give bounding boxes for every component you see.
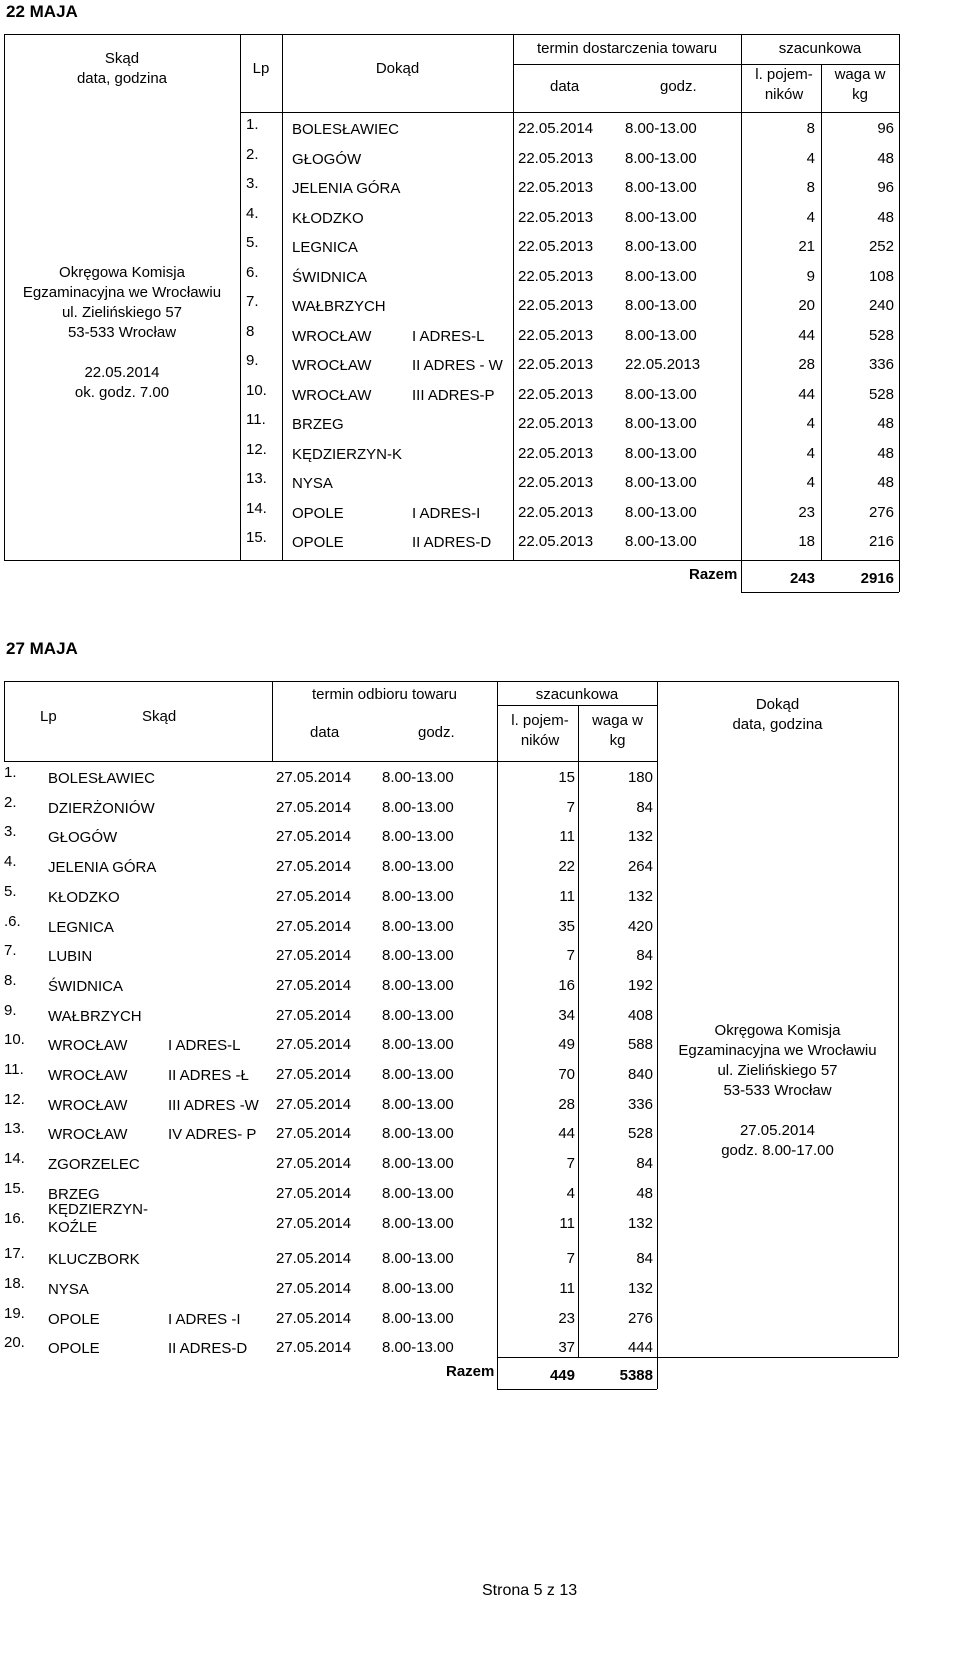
row-source: BOLESŁAWIEC xyxy=(48,770,155,787)
row-lp: 4. xyxy=(4,853,17,871)
row-lp: 12. xyxy=(4,1090,25,1108)
row-count: 15 xyxy=(558,769,575,786)
total-count: 243 xyxy=(789,570,815,587)
row-weight: 444 xyxy=(627,1339,653,1357)
row-source: LEGNICA xyxy=(48,918,114,936)
row-date: 22.05.2013 xyxy=(518,208,594,226)
row-destination: GŁOGÓW xyxy=(292,150,362,168)
row-lp: 2. xyxy=(246,145,259,163)
row-source: GŁOGÓW xyxy=(48,829,118,847)
header-to-date: data, godzina xyxy=(732,716,823,733)
row-weight: 420 xyxy=(627,917,653,935)
header-approx: szacunkowa xyxy=(535,686,619,703)
header-to: Dokąd xyxy=(375,60,420,77)
row-date: 27.05.2014 xyxy=(276,1036,352,1054)
row-count: 11 xyxy=(559,1214,575,1232)
row-lp: 18. xyxy=(4,1274,25,1292)
row-time: 8.00-13.00 xyxy=(625,208,697,226)
row-count: 11 xyxy=(559,828,575,846)
row-time: 8.00-13.00 xyxy=(625,297,697,314)
row-destination: OPOLE xyxy=(292,534,344,551)
row-weight: 276 xyxy=(627,1309,653,1327)
header-count-2: ników xyxy=(520,732,560,749)
row-weight: 216 xyxy=(868,533,894,550)
row-weight: 96 xyxy=(877,179,894,196)
header-count: l. pojem- xyxy=(755,66,813,83)
row-weight: 132 xyxy=(627,1214,653,1232)
row-address: I ADRES -I xyxy=(168,1310,241,1328)
row-date: 27.05.2014 xyxy=(276,1250,352,1268)
row-destination: BRZEG xyxy=(292,416,344,433)
header-from: Skąd xyxy=(104,50,140,67)
row-count: 28 xyxy=(558,1095,575,1113)
row-time: 8.00-13.00 xyxy=(625,267,697,285)
row-count: 23 xyxy=(798,503,815,521)
row-source: WAŁBRZYCH xyxy=(48,1007,142,1025)
row-destination: JELENIA GÓRA xyxy=(292,180,401,197)
row-time: 8.00-13.00 xyxy=(382,1006,454,1024)
row-lp: 8. xyxy=(4,971,17,989)
row-date: 27.05.2014 xyxy=(276,1214,352,1232)
row-destination: NYSA xyxy=(292,475,333,492)
row-lp: 14. xyxy=(246,499,267,517)
row-time: 8.00-13.00 xyxy=(382,1339,454,1357)
row-time: 8.00-13.00 xyxy=(382,1125,454,1143)
row-date: 22.05.2013 xyxy=(518,356,594,373)
row-weight: 48 xyxy=(877,474,894,491)
row-lp: 10. xyxy=(4,1031,25,1049)
row-count: 7 xyxy=(566,1250,575,1268)
row-date: 27.05.2014 xyxy=(276,1309,352,1327)
row-date: 27.05.2014 xyxy=(276,1095,352,1113)
row-count: 4 xyxy=(806,415,815,432)
row-source: WROCŁAW xyxy=(48,1126,128,1144)
row-lp: 1. xyxy=(4,764,17,781)
table-rule xyxy=(4,681,898,682)
section2-heading: 27 MAJA xyxy=(6,639,78,658)
row-lp: 5. xyxy=(4,882,17,900)
header-date: data xyxy=(310,724,340,741)
header-weight: waga w xyxy=(834,66,886,83)
row-weight: 252 xyxy=(868,238,894,255)
row-weight: 528 xyxy=(627,1125,653,1143)
row-count: 4 xyxy=(806,444,815,462)
row-time: 8.00-13.00 xyxy=(382,1066,454,1083)
table-rule xyxy=(899,560,900,592)
table-rule xyxy=(240,560,899,561)
row-destination: KŁODZKO xyxy=(292,209,364,227)
row-address: II ADRES-D xyxy=(412,534,492,551)
row-weight: 48 xyxy=(877,444,894,462)
row-time: 8.00-13.00 xyxy=(625,533,697,550)
row-count: 8 xyxy=(806,120,815,137)
to-info-line: Okręgowa Komisja xyxy=(714,1022,841,1039)
row-lp: 15. xyxy=(246,529,267,546)
row-time: 8.00-13.00 xyxy=(382,858,454,876)
row-weight: 192 xyxy=(627,976,653,994)
table-rule xyxy=(4,34,899,35)
row-lp: 6. xyxy=(246,263,259,281)
row-time: 8.00-13.00 xyxy=(382,1309,454,1327)
row-date: 27.05.2014 xyxy=(276,858,352,876)
row-date: 27.05.2014 xyxy=(276,1006,352,1024)
to-info-line: ul. Zielińskiego 57 xyxy=(717,1062,838,1079)
from-info-line: Okręgowa Komisja xyxy=(59,264,185,281)
row-lp: 1. xyxy=(246,116,259,133)
row-source: JELENIA GÓRA xyxy=(48,859,157,877)
row-destination: WROCŁAW xyxy=(292,386,372,404)
total-weight: 2916 xyxy=(860,570,894,587)
row-lp: 5. xyxy=(246,234,259,251)
row-date: 22.05.2013 xyxy=(518,326,594,344)
row-source: KLUCZBORK xyxy=(48,1251,140,1269)
row-lp: 9. xyxy=(4,1001,17,1019)
header-term: termin dostarczenia towaru xyxy=(536,40,718,57)
row-count: 21 xyxy=(798,238,815,255)
row-destination: WROCŁAW xyxy=(292,357,372,374)
row-weight: 132 xyxy=(627,1279,653,1297)
row-weight: 240 xyxy=(868,297,894,314)
row-destination: WROCŁAW xyxy=(292,327,372,345)
row-count: 16 xyxy=(558,976,575,994)
header-date: data xyxy=(550,78,580,95)
total-weight: 5388 xyxy=(619,1367,653,1384)
row-time: 8.00-13.00 xyxy=(382,828,454,846)
row-address: I ADRES-L xyxy=(412,327,485,345)
header-lp: Lp xyxy=(40,708,57,725)
row-date: 22.05.2013 xyxy=(518,179,594,196)
header-approx: szacunkowa xyxy=(778,40,862,57)
row-time: 8.00-13.00 xyxy=(382,1214,454,1232)
row-lp: 13. xyxy=(4,1120,25,1138)
row-count: 7 xyxy=(566,798,575,816)
row-source-cont: KOŹLE xyxy=(48,1218,98,1236)
row-weight: 276 xyxy=(868,503,894,521)
table-rule xyxy=(240,112,899,113)
row-address: I ADRES-I xyxy=(412,504,481,522)
row-time: 8.00-13.00 xyxy=(625,326,697,344)
row-source: KŁODZKO xyxy=(48,888,120,906)
row-destination: WAŁBRZYCH xyxy=(292,298,386,315)
row-time: 8.00-13.00 xyxy=(382,1250,454,1268)
table-rule xyxy=(4,681,5,761)
total-label: Razem xyxy=(446,1363,495,1380)
row-lp: 11. xyxy=(246,411,266,428)
header-term: termin odbioru towaru xyxy=(311,686,458,703)
row-count: 11 xyxy=(559,887,575,905)
header-lp: Lp xyxy=(252,60,270,77)
row-date: 27.05.2014 xyxy=(276,1279,352,1297)
row-time: 8.00-13.00 xyxy=(625,444,697,462)
row-count: 49 xyxy=(558,1036,575,1054)
row-date: 27.05.2014 xyxy=(276,976,352,994)
row-date: 22.05.2013 xyxy=(518,297,594,314)
row-weight: 48 xyxy=(636,1184,653,1202)
row-address: III ADRES-P xyxy=(412,386,495,404)
row-source: LUBIN xyxy=(48,948,93,966)
row-lp: 19. xyxy=(4,1304,25,1322)
row-date: 22.05.2013 xyxy=(518,149,594,167)
header-from-date: data, godzina xyxy=(76,70,168,87)
row-lp: 3. xyxy=(4,823,17,841)
row-time: 8.00-13.00 xyxy=(382,1155,454,1173)
table-rule xyxy=(899,34,900,560)
row-time: 8.00-13.00 xyxy=(382,1036,454,1054)
from-info-line: 53-533 Wrocław xyxy=(67,324,177,341)
to-info-line: 53-533 Wrocław xyxy=(723,1082,832,1099)
row-destination: BOLESŁAWIEC xyxy=(292,121,399,138)
row-date: 27.05.2014 xyxy=(276,828,352,846)
row-lp: 15. xyxy=(4,1179,25,1197)
row-date: 22.05.2013 xyxy=(518,238,594,255)
row-weight: 264 xyxy=(627,858,653,876)
row-lp: 7. xyxy=(4,942,17,960)
row-date: 27.05.2014 xyxy=(276,1155,352,1173)
row-source: ŚWIDNICA xyxy=(48,977,123,995)
header-weight-2: kg xyxy=(852,86,868,103)
row-weight: 336 xyxy=(627,1095,653,1113)
row-source: WROCŁAW xyxy=(48,1037,128,1055)
to-info-line: Egzaminacyjna we Wrocławiu xyxy=(678,1042,877,1059)
row-date: 27.05.2014 xyxy=(276,1066,352,1083)
row-count: 44 xyxy=(558,1125,575,1143)
row-address: II ADRES-D xyxy=(168,1340,248,1358)
row-weight: 180 xyxy=(627,769,653,786)
row-count: 4 xyxy=(806,208,815,226)
row-weight: 528 xyxy=(868,385,894,403)
row-weight: 840 xyxy=(627,1066,653,1083)
total-label: Razem xyxy=(689,566,738,583)
row-count: 11 xyxy=(559,1279,575,1297)
row-destination: OPOLE xyxy=(292,504,344,522)
row-time: 8.00-13.00 xyxy=(382,798,454,816)
row-weight: 84 xyxy=(636,1155,653,1173)
row-time: 8.00-13.00 xyxy=(382,1184,454,1202)
from-info-line: ul. Zielińskiego 57 xyxy=(61,304,183,321)
row-count: 18 xyxy=(798,533,815,550)
to-info-line: 27.05.2014 xyxy=(739,1122,816,1139)
row-count: 44 xyxy=(798,385,815,403)
header-weight: waga w xyxy=(592,712,643,729)
row-time: 8.00-13.00 xyxy=(382,917,454,935)
row-lp: 3. xyxy=(246,175,259,192)
row-weight: 84 xyxy=(636,947,653,965)
row-source: WROCŁAW xyxy=(48,1067,128,1084)
row-lp: 20. xyxy=(4,1334,25,1352)
row-count: 44 xyxy=(798,326,815,344)
row-count: 20 xyxy=(798,297,815,314)
row-date: 27.05.2014 xyxy=(276,947,352,965)
row-count: 28 xyxy=(798,356,815,373)
row-weight: 408 xyxy=(627,1006,653,1024)
row-weight: 528 xyxy=(868,326,894,344)
row-count: 8 xyxy=(806,179,815,196)
row-count: 9 xyxy=(806,267,815,285)
row-date: 22.05.2013 xyxy=(518,385,594,403)
row-time: 8.00-13.00 xyxy=(625,415,697,432)
row-lp: 2. xyxy=(4,793,17,811)
row-count: 7 xyxy=(566,947,575,965)
header-weight-2: kg xyxy=(609,732,626,749)
row-date: 27.05.2014 xyxy=(276,798,352,816)
row-time: 8.00-13.00 xyxy=(382,976,454,994)
section1-heading: 22 MAJA xyxy=(6,2,78,21)
row-weight: 336 xyxy=(868,356,894,373)
row-source: DZIERŻONIÓW xyxy=(48,799,155,817)
page-footer: Strona 5 z 13 xyxy=(482,1582,578,1599)
row-source: WROCŁAW xyxy=(48,1096,128,1114)
row-time: 8.00-13.00 xyxy=(625,120,697,137)
row-address: II ADRES - W xyxy=(412,357,503,374)
from-info-line: ok. godz. 7.00 xyxy=(74,384,170,401)
row-count: 34 xyxy=(558,1006,575,1024)
row-weight: 84 xyxy=(636,1250,653,1268)
row-weight: 132 xyxy=(627,828,653,846)
row-time: 8.00-13.00 xyxy=(382,947,454,965)
row-lp: 10. xyxy=(246,381,267,399)
row-date: 22.05.2013 xyxy=(518,533,594,550)
header-count: l. pojem- xyxy=(511,712,569,729)
row-lp: .6. xyxy=(4,912,21,930)
row-date: 22.05.2013 xyxy=(518,415,594,432)
row-lp: 11. xyxy=(4,1061,24,1078)
row-weight: 588 xyxy=(627,1036,653,1054)
table-rule xyxy=(4,761,657,762)
row-time: 8.00-13.00 xyxy=(625,149,697,167)
row-address: III ADRES -W xyxy=(168,1096,259,1114)
row-weight: 96 xyxy=(877,120,894,137)
table-rule xyxy=(898,681,899,1357)
table-rule xyxy=(497,1389,657,1390)
row-time: 8.00-13.00 xyxy=(625,238,697,255)
row-source: NYSA xyxy=(48,1280,89,1298)
row-date: 27.05.2014 xyxy=(276,1184,352,1202)
row-destination: LEGNICA xyxy=(292,239,358,256)
row-time: 8.00-13.00 xyxy=(382,887,454,905)
row-source: OPOLE xyxy=(48,1340,100,1358)
table-rule xyxy=(513,64,899,65)
row-weight: 84 xyxy=(636,798,653,816)
row-time: 8.00-13.00 xyxy=(382,1279,454,1297)
row-lp: 16. xyxy=(4,1209,25,1227)
row-source: BRZEG xyxy=(48,1185,100,1203)
row-lp: 7. xyxy=(246,293,259,310)
table-rule xyxy=(657,681,658,1357)
header-time: godz. xyxy=(660,78,697,95)
row-count: 4 xyxy=(806,149,815,167)
row-count: 4 xyxy=(566,1184,575,1202)
table-rule xyxy=(4,560,240,561)
row-count: 22 xyxy=(558,858,575,876)
to-info-line: godz. 8.00-17.00 xyxy=(721,1142,834,1159)
header-to: Dokąd xyxy=(755,696,800,713)
row-lp: 13. xyxy=(246,470,267,487)
row-weight: 48 xyxy=(877,208,894,226)
row-time: 22.05.2013 xyxy=(625,356,701,373)
table-rule xyxy=(657,1357,658,1389)
row-count: 70 xyxy=(558,1066,575,1083)
row-date: 22.05.2013 xyxy=(518,267,594,285)
row-count: 35 xyxy=(558,917,575,935)
row-address: IV ADRES- P xyxy=(168,1126,257,1144)
row-date: 22.05.2014 xyxy=(518,120,594,137)
row-date: 22.05.2013 xyxy=(518,503,594,521)
row-weight: 132 xyxy=(627,887,653,905)
row-address: I ADRES-L xyxy=(168,1037,241,1055)
row-time: 8.00-13.00 xyxy=(625,385,697,403)
row-date: 27.05.2014 xyxy=(276,769,352,786)
table-rule xyxy=(741,592,899,593)
row-date: 27.05.2014 xyxy=(276,1125,352,1143)
row-count: 23 xyxy=(558,1309,575,1327)
row-lp: 8 xyxy=(246,322,255,340)
row-lp: 12. xyxy=(246,440,267,458)
from-info-line: Egzaminacyjna we Wrocławiu xyxy=(22,284,222,301)
row-lp: 17. xyxy=(4,1245,25,1263)
header-from: Skąd xyxy=(142,708,177,725)
row-time: 8.00-13.00 xyxy=(625,503,697,521)
row-time: 8.00-13.00 xyxy=(625,179,697,196)
row-date: 22.05.2013 xyxy=(518,474,594,491)
row-lp: 4. xyxy=(246,204,259,222)
row-time: 8.00-13.00 xyxy=(382,1095,454,1113)
row-source: KĘDZIERZYN- xyxy=(48,1200,149,1218)
row-date: 22.05.2013 xyxy=(518,444,594,462)
row-source: ZGORZELEC xyxy=(48,1156,140,1174)
row-date: 27.05.2014 xyxy=(276,917,352,935)
total-count: 449 xyxy=(549,1367,575,1384)
row-count: 4 xyxy=(806,474,815,491)
header-time: godz. xyxy=(418,724,455,741)
row-date: 27.05.2014 xyxy=(276,887,352,905)
row-date: 27.05.2014 xyxy=(276,1339,352,1357)
row-weight: 108 xyxy=(868,267,894,285)
row-time: 8.00-13.00 xyxy=(625,474,697,491)
row-count: 37 xyxy=(558,1339,575,1357)
row-source: OPOLE xyxy=(48,1310,100,1328)
header-count-2: ników xyxy=(764,86,804,103)
from-info-line: 22.05.2014 xyxy=(84,364,160,381)
row-weight: 48 xyxy=(877,415,894,432)
table-rule xyxy=(497,705,657,706)
row-address: II ADRES -Ł xyxy=(168,1067,249,1084)
row-weight: 48 xyxy=(877,149,894,167)
row-destination: KĘDZIERZYN-K xyxy=(292,445,403,463)
row-lp: 14. xyxy=(4,1150,25,1168)
row-lp: 9. xyxy=(246,352,259,369)
row-count: 7 xyxy=(566,1155,575,1173)
row-time: 8.00-13.00 xyxy=(382,769,454,786)
row-destination: ŚWIDNICA xyxy=(292,268,367,286)
